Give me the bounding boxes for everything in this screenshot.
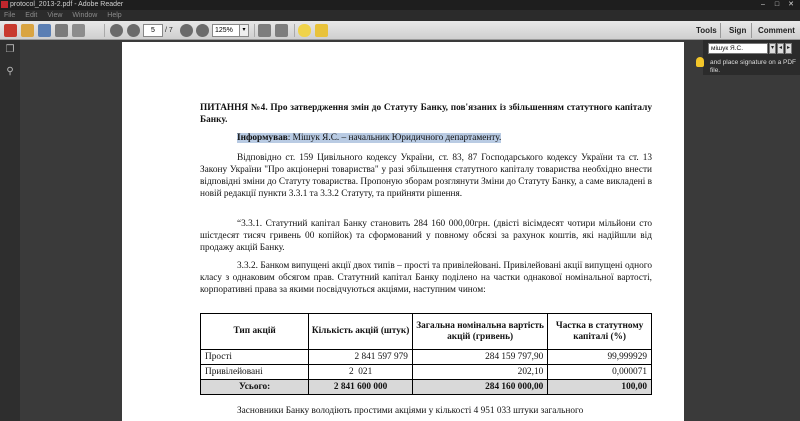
zoom-out-icon[interactable]	[180, 24, 193, 37]
cell-count: 2 021	[309, 365, 413, 380]
previous-page-icon[interactable]	[110, 24, 123, 37]
fit-width-icon[interactable]	[275, 24, 288, 37]
menu-help[interactable]: Help	[107, 12, 122, 19]
fit-page-icon[interactable]	[258, 24, 271, 37]
find-input[interactable]: мішук Я.С.	[708, 43, 768, 54]
table-row	[201, 365, 652, 380]
cell-type: Прості	[201, 350, 309, 365]
menu-window[interactable]: Window	[72, 12, 98, 19]
cell-percent: 0,000071	[548, 365, 652, 380]
window-controls	[756, 0, 798, 10]
find-previous-icon[interactable]: ◂	[777, 43, 784, 54]
comment-icon[interactable]	[298, 24, 311, 37]
page-number-input[interactable]: 5	[143, 24, 163, 37]
sign-tab[interactable]: Sign	[729, 26, 747, 35]
minimize-button[interactable]: –	[761, 1, 765, 8]
menu-file[interactable]: File	[4, 12, 16, 19]
print-icon[interactable]	[55, 24, 68, 37]
total-label: Усього:	[201, 380, 309, 395]
zoom-input[interactable]: 125%	[212, 24, 240, 37]
cell-type: Привілейовані	[201, 365, 309, 380]
comment-tab[interactable]: Comment	[758, 26, 795, 35]
find-next-icon[interactable]: ▸	[785, 43, 792, 54]
cell-count: 2 841 597 979	[309, 350, 413, 365]
highlight-icon[interactable]	[315, 24, 328, 37]
navigation-panel	[0, 40, 20, 421]
shares-table	[200, 313, 652, 395]
paragraph-3: 3.3.2. Банком випущені акції двох типів – прості та привілейовані. Привілейовані акції випущені одного класу з однаковим обсягом прав. Статутний капітал Банку поділено на частки однакової номінальної вартості, корпоративні права за якими посвідчуються акціями, наступним чином:	[200, 261, 652, 295]
save-icon[interactable]	[38, 24, 51, 37]
toolbar	[0, 21, 800, 40]
header-share-type: Тип акцій	[201, 314, 309, 350]
zoom-in-icon[interactable]	[196, 24, 209, 37]
paragraph-1: Відповідно ст. 159 Цивільного кодексу України, ст. 83, 87 Господарського кодексу України та ст. 13 Закону України "Про акціонерні товариства" у разі збільшення статутного капіталу товариства необхідно внести відповідні зміни до Статуту товариства. Пропоную зборам розглянути Зміни до Статуту Банку, а саме викладені в новій редакції пункти 3.3.1 та 3.3.2 Статуту, та прийняти рішення.	[200, 153, 653, 199]
paragraph-4: Засновники Банку володіють простими акціями у кількості 4 951 033 штуки загального	[237, 406, 584, 416]
pdf-page	[122, 42, 684, 421]
header-nominal-value: Загальна номінальна вартість акцій (гривень)	[412, 314, 547, 350]
menu-view[interactable]: View	[47, 12, 63, 19]
maximize-button[interactable]: □	[774, 1, 780, 8]
next-page-icon[interactable]	[127, 24, 140, 37]
table-total-row	[201, 380, 652, 395]
title-bar	[0, 0, 800, 10]
create-pdf-icon[interactable]	[4, 24, 17, 37]
lightbulb-icon	[696, 57, 704, 67]
informs-text: : Мішук Я.С. – начальник Юридичного департаменту.	[287, 133, 502, 143]
find-options-icon[interactable]: ▾	[769, 43, 776, 54]
attachments-icon[interactable]: ⚲	[6, 66, 14, 77]
header-capital-share: Частка в статутному капіталі (%)	[548, 314, 652, 350]
cell-value: 202,10	[412, 365, 547, 380]
sign-tip-text: and place signature on a PDF file.	[710, 59, 796, 74]
menu-bar	[0, 10, 800, 21]
total-percent: 100,00	[548, 380, 652, 395]
cell-value: 284 159 797,90	[412, 350, 547, 365]
informs-label: Інформував	[237, 133, 288, 143]
table-row	[201, 350, 652, 365]
informs-line	[200, 132, 652, 144]
pages-icon[interactable]: ❐	[5, 44, 15, 55]
zoom-dropdown-icon[interactable]: ▾	[240, 24, 249, 37]
menu-edit[interactable]: Edit	[25, 12, 38, 19]
window-title: protocol_2013-2.pdf - Adobe Reader	[10, 1, 124, 8]
total-value: 284 160 000,00	[412, 380, 547, 395]
sign-tip	[695, 55, 800, 77]
open-folder-icon[interactable]	[21, 24, 34, 37]
header-share-count: Кількість акцій (штук)	[309, 314, 413, 350]
tools-tab[interactable]: Tools	[696, 26, 717, 35]
table-header-row	[201, 314, 652, 350]
adobe-reader-icon	[1, 1, 8, 8]
page-total: / 7	[165, 27, 173, 34]
agenda-heading: ПИТАННЯ №4. Про затвердження змін до Статуту Банку, пов'язаних із збільшенням статутного капіталу Банку.	[200, 103, 652, 125]
cell-percent: 99,999929	[548, 350, 652, 365]
total-count: 2 841 600 000	[309, 380, 413, 395]
email-icon[interactable]	[72, 24, 85, 37]
close-button[interactable]: ✕	[788, 1, 794, 8]
paragraph-2: “3.3.1. Статутний капітал Банку становить 284 160 000,00грн. (двісті вісімдесят чотири мільйони сто шістдесят тисяч гривень 00 копійок) та сформований у повному обсязі за рахунок коштів, які надійшли від продажу акцій Банку.	[200, 219, 652, 253]
